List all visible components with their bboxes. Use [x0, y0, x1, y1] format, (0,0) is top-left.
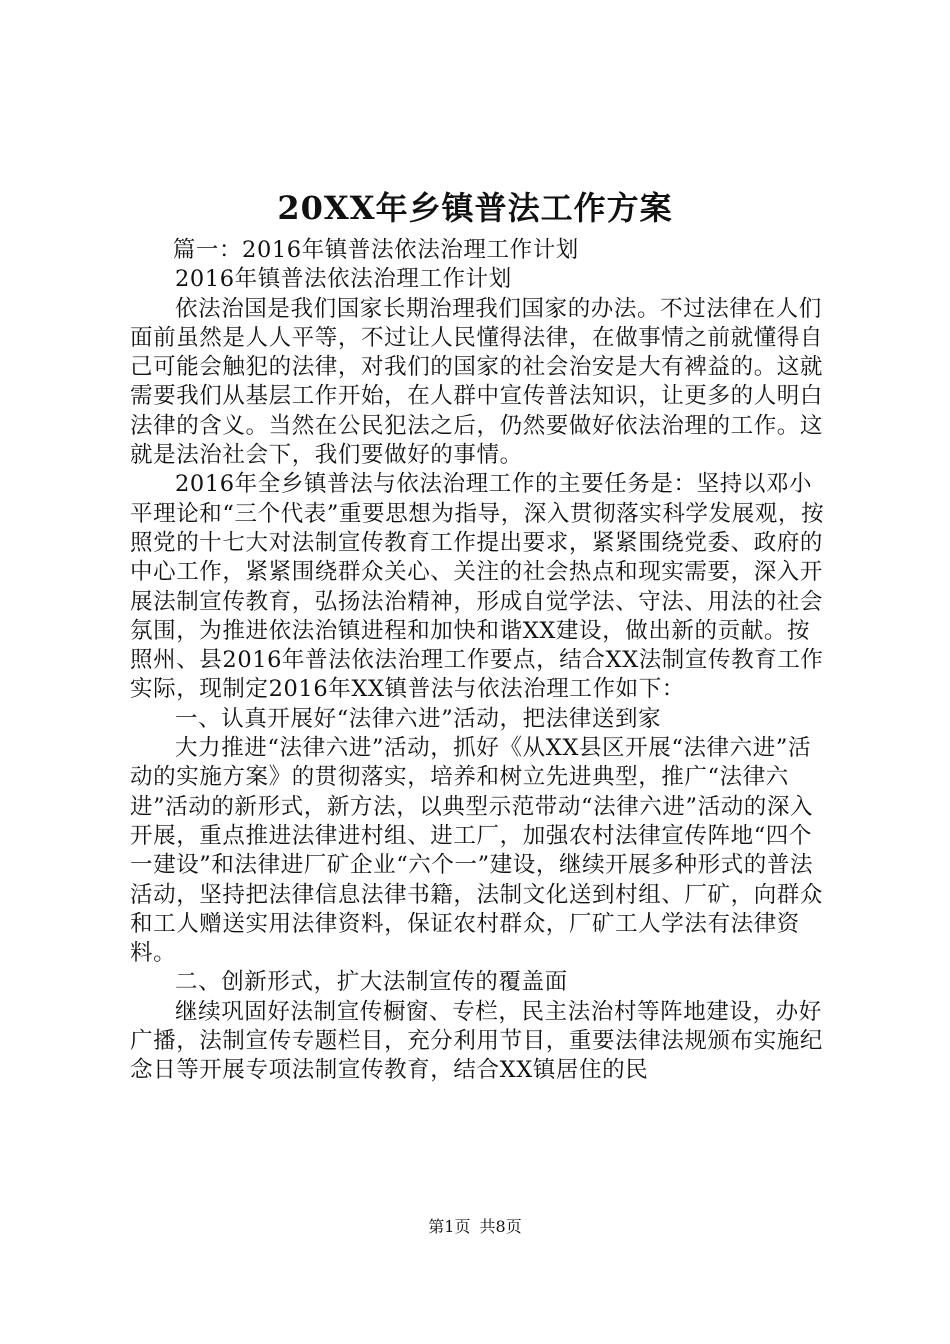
paragraph-subtitle: 2016年镇普法依法治理工作计划 [175, 266, 512, 293]
paragraph-innovation: 继续巩固好法制宣传橱窗、专栏，民主法治村等阵地建设，办好广播，法制宣传专题栏目，充分利用节目，重要法律法规颁布实施纪念日等开展专项法制宣传教育，结合XX镇居住的民 [130, 998, 824, 1084]
page-footer [0, 1216, 950, 1238]
paragraph-heading-2: 二、创新形式，扩大法制宣传的覆盖面 [175, 969, 568, 996]
paragraph-main-tasks: 2016年全乡镇普法与依法治理工作的主要任务是：坚持以邓小平理论和“三个代表”重要思想为指导，深入贯彻落实科学发展观，按照党的十七大对法制宣传教育工作提出要求，紧紧围绕党委、政府的中心工作，紧紧围绕群众关心、关注的社会热点和现实需要，深入开展法制宣传教育，弘扬法治精神，形成自觉学法、守法、用法的社会氛围，为推进依法治镇进程和加快和谐XX建设，做出新的贡献。按照州、县2016年普法依法治理工作要点，结合XX法制宣传教育工作实际，现制定2016年XX镇普法与依法治理工作如下： [130, 471, 825, 703]
paragraph-heading-1: 一、认真开展好“法律六进”活动，把法律送到家 [175, 705, 662, 732]
page-total: 共8页 [479, 1217, 522, 1236]
document-title: 20XX年乡镇普法工作方案 [277, 189, 673, 227]
paragraph-section-heading: 篇一：2016年镇普法依法治理工作计划 [172, 237, 579, 263]
paragraph-law-six-entries: 大力推进“法律六进”活动，抓好《从XX县区开展“法律六进”活动的实施方案》的贯彻落实，培养和树立先进典型，推广“法律六进”活动的新形式，新方法，以典型示范带动“法律六进”活动的深入开展，重点推进法律进村组、进工厂，加强农村法律宣传阵地“四个一建设”和法律进厂矿企业“六个一”建设，继续开展多种形式的普法活动，坚持把法律信息法律书籍，法制文化送到村组、厂矿，向群众和工人赠送实用法律资料，保证农村群众，厂矿工人学法有法律资料。 [130, 735, 824, 967]
document-body [130, 236, 830, 1086]
paragraph-intro: 依法治国是我们国家长期治理我们国家的办法。不过法律在人们面前虽然是人人平等，不过让人民懂得法律，在做事情之前就懂得自己可能会触犯的法律，对我们的国家的社会治安是大有裨益的。这就需要我们从基层工作开始，在人群中宣传普法知识，让更多的人明白法律的含义。当然在公民犯法之后，仍然要做好依法治理的工作。这就是法治社会下，我们要做好的事情。 [130, 295, 824, 469]
page-number: 第1页 [428, 1217, 471, 1236]
